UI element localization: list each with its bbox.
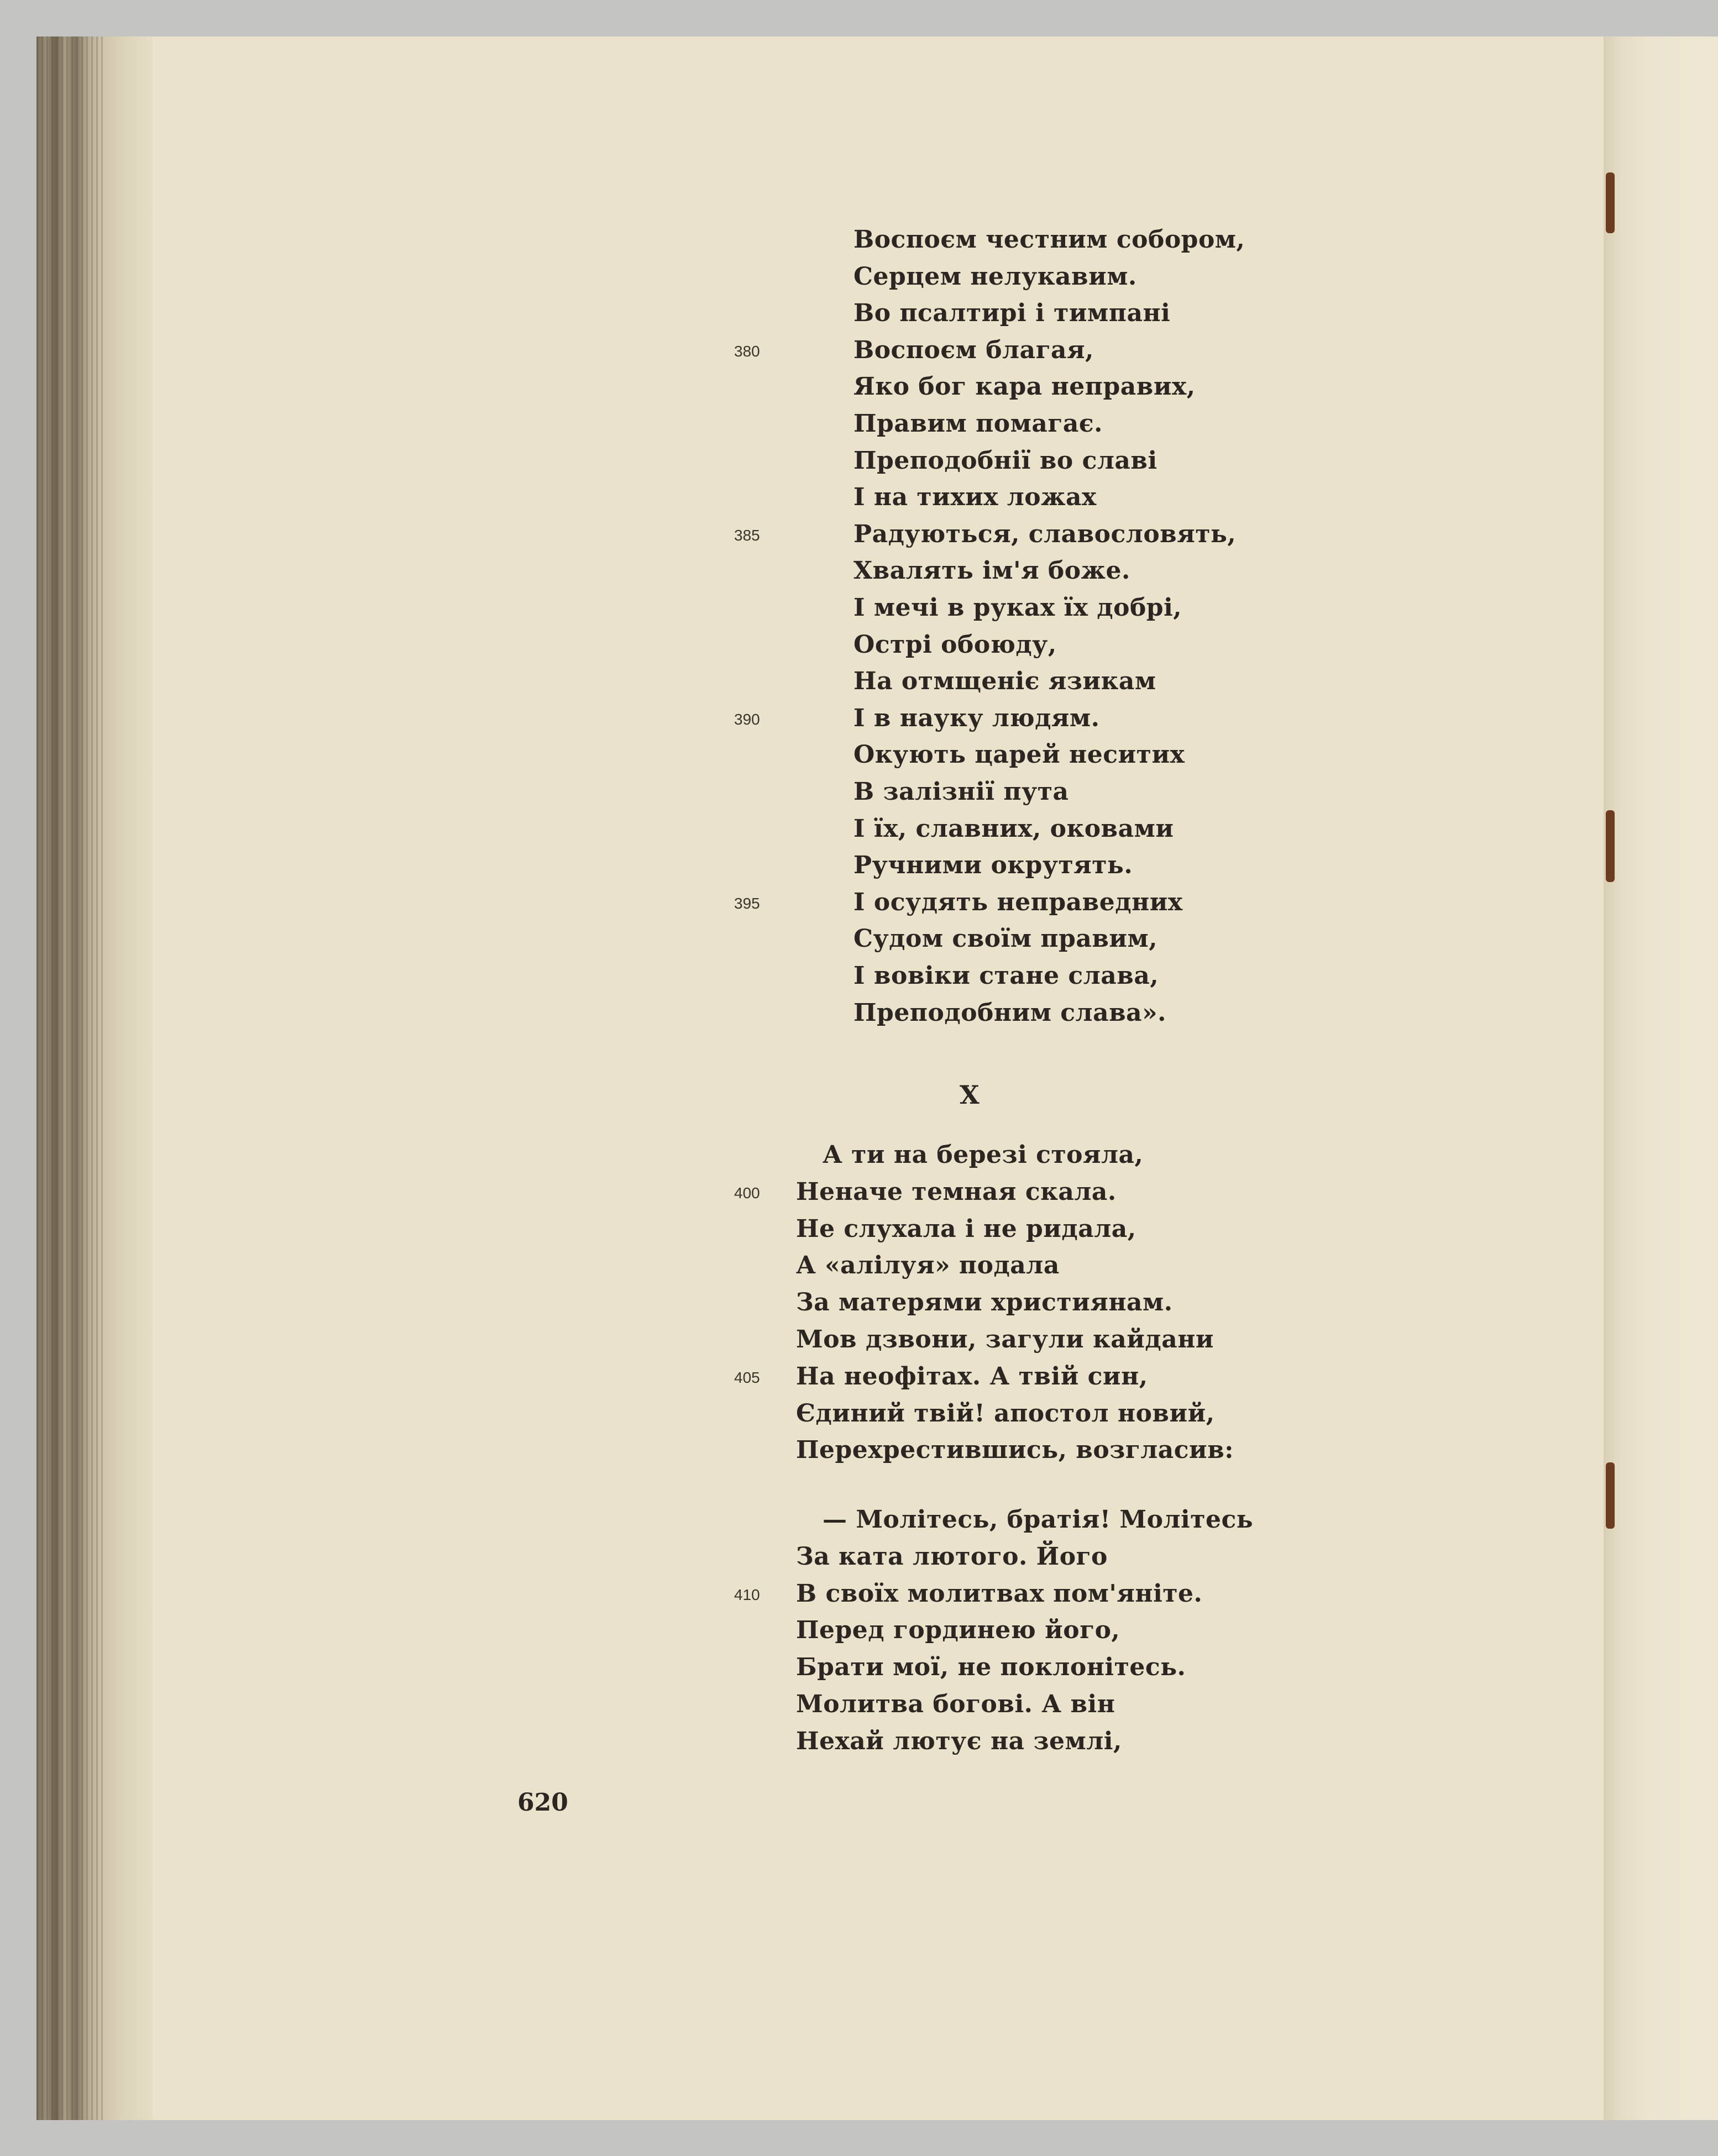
verse-line: На неофітах. А твій син,: [796, 1362, 1148, 1391]
verse-line: І в науку людям.: [853, 704, 1100, 732]
verse-line: В своїх молитвах пом'яніте.: [796, 1579, 1203, 1608]
binding-thread-mark: [1606, 810, 1615, 882]
right-page-edge: [1604, 36, 1718, 2120]
verse-line: Яко бог кара неправих,: [853, 373, 1196, 401]
verse-line: Не слухала і не ридала,: [796, 1214, 1136, 1243]
line-number: 390: [734, 710, 760, 728]
verse-line: Перехрестившись, возгласив:: [796, 1436, 1234, 1465]
line-number: 380: [734, 342, 760, 360]
line-number: 395: [734, 894, 760, 912]
verse-line: І на тихих ложах: [853, 483, 1097, 512]
verse-line: Хвалять ім'я боже.: [853, 557, 1130, 585]
verse-line: Ручними окрутять.: [853, 851, 1133, 880]
verse-line: Воспоєм честним собором,: [853, 225, 1245, 254]
page-edges: [36, 36, 103, 2120]
verse-line: Преподобним слава».: [853, 998, 1166, 1027]
verse-line: І мечі в руках їх добрі,: [853, 594, 1182, 622]
verse-line: Преподобнії во славі: [853, 446, 1157, 475]
verse-line: Неначе темная скала.: [796, 1177, 1117, 1206]
verse-line: Молитва богові. А він: [796, 1690, 1115, 1718]
verse-line: Мов дзвони, загули кайдани: [796, 1325, 1214, 1354]
verse-line: Брати мої, не поклонітесь.: [796, 1653, 1186, 1682]
verse-line: Окують царей неситих: [853, 741, 1185, 769]
verse-line: За ката лютого. Його: [796, 1542, 1108, 1571]
verse-line: На отмщеніє язикам: [853, 667, 1156, 696]
verse-line: І їх, славних, оковами: [853, 814, 1174, 843]
verse-line: Во псалтирі і тимпані: [853, 299, 1171, 328]
verse-line: Нехай лютує на землі,: [796, 1727, 1122, 1755]
verse-line: Остpi обоюду,: [853, 630, 1057, 659]
verse-line: За матерями християнам.: [796, 1288, 1173, 1317]
verse-line: Перед гординею його,: [796, 1616, 1120, 1645]
verse-line: А «алілуя» подала: [796, 1251, 1060, 1280]
verse-line: Судом своїм правим,: [853, 925, 1158, 953]
line-number: 400: [734, 1184, 760, 1202]
verse-line: В залізнії пута: [853, 778, 1069, 806]
section-heading: X: [960, 1080, 980, 1110]
verse-line: Воспоєм благая,: [853, 335, 1094, 364]
verse-line: Радуються, славословять,: [853, 520, 1237, 548]
verse-line: Правим помагає.: [853, 410, 1103, 438]
line-number: 385: [734, 526, 760, 544]
page-number: 620: [517, 1788, 568, 1817]
binding-thread-mark: [1606, 1462, 1615, 1529]
line-number: 405: [734, 1368, 760, 1386]
verse-line: Єдиний твій! апостол новий,: [796, 1399, 1215, 1428]
verse-line: І вовіки стане слава,: [853, 962, 1159, 990]
verse-line: — Молітесь, братія! Молітесь: [823, 1505, 1254, 1534]
verse-line: А ти на березі стояла,: [823, 1141, 1144, 1169]
verse-line: І осудять неправедних: [853, 888, 1183, 916]
line-number: 410: [734, 1586, 760, 1603]
verse-line: Серцем нелукавим.: [853, 262, 1137, 291]
binding-thread-mark: [1606, 172, 1615, 233]
